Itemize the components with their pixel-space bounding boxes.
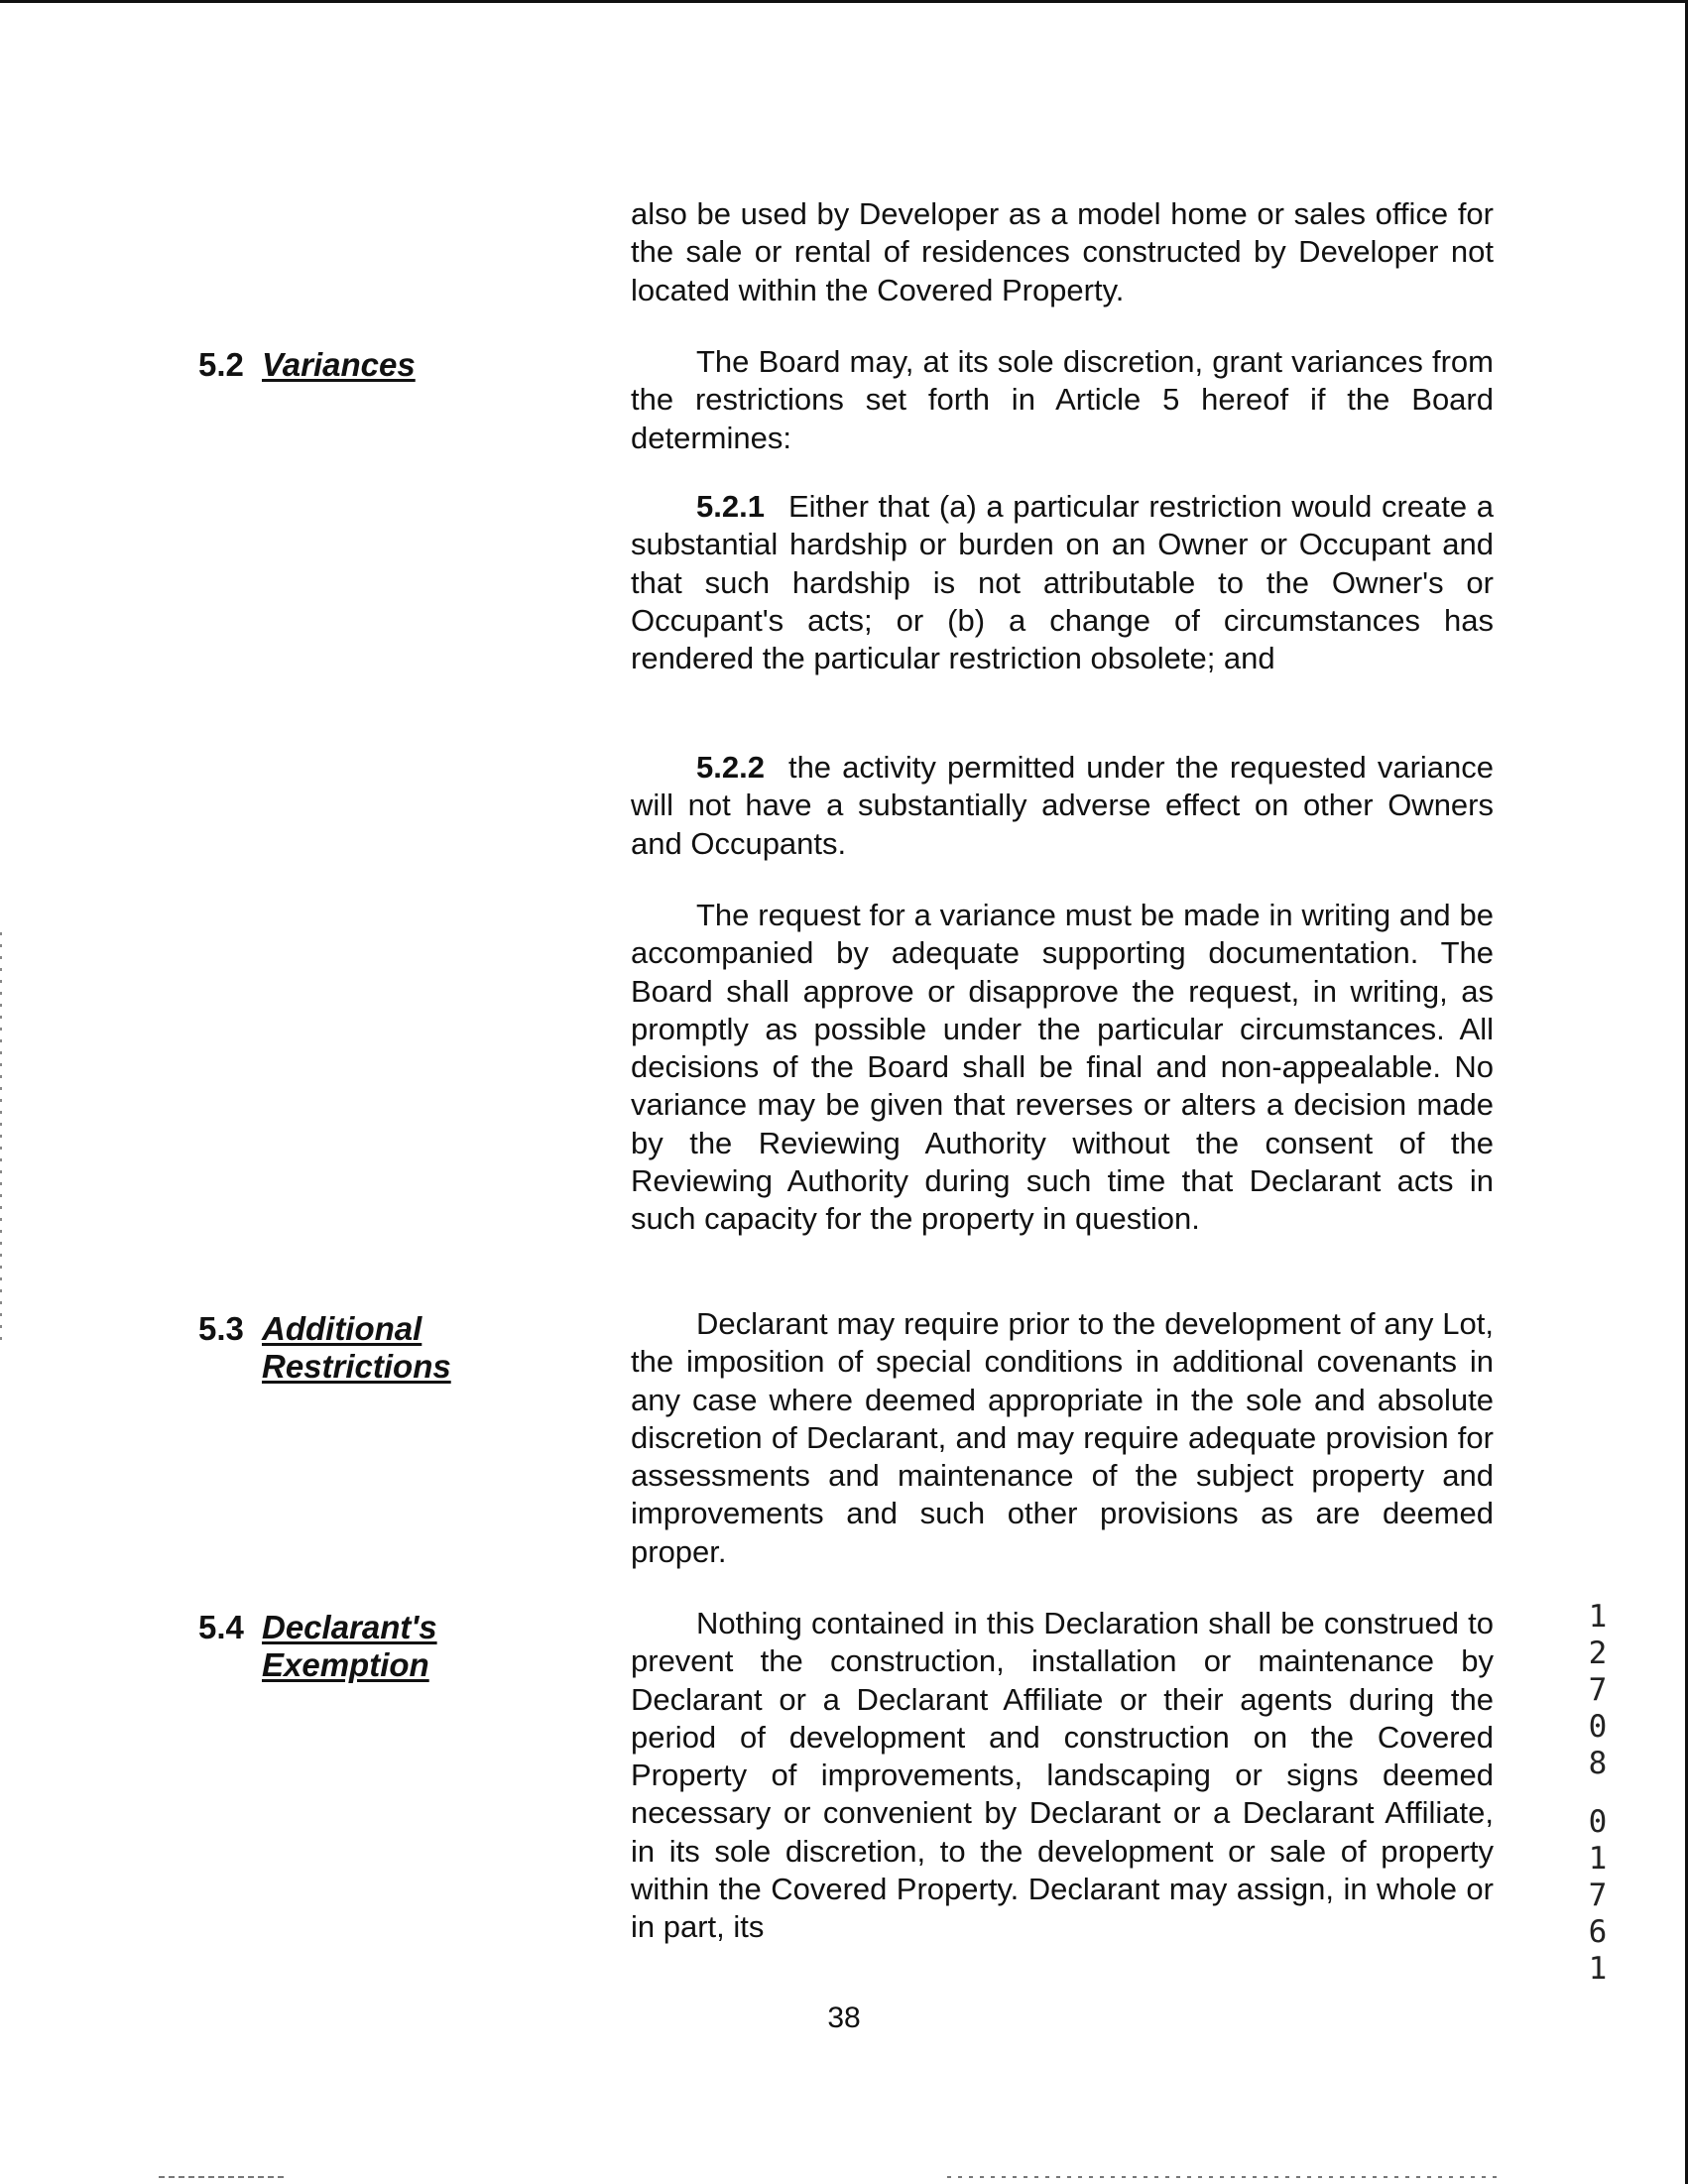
stamp-digit: 1 [1588,1599,1608,1635]
section-number: 5.3 [198,1310,244,1347]
section-title: Variances [262,346,416,383]
stamp-digit: 7 [1588,1672,1608,1708]
section-title-line-2: Exemption [262,1646,429,1683]
scan-left-edge-artifact [0,932,2,1349]
section-5-2-heading [198,346,416,384]
stamp-digit: 1 [1588,1951,1608,1987]
section-number: 5.4 [198,1609,244,1645]
stamp-digit: 7 [1588,1878,1608,1913]
scan-top-border [0,0,1688,3]
stamp-digit: 8 [1588,1746,1608,1781]
stamp-digit: 6 [1588,1914,1608,1950]
section-5-2-body: The Board may, at its sole discretion, grant variances from the restrictions set forth in Article 5 hereof if the Board determines: [631,344,1494,455]
subsection-number: 5.2.1 [696,489,765,524]
scan-bottom-artifact [159,2176,288,2178]
stamp-gap [1583,1782,1613,1804]
section-title-line-1: Declarant's [262,1609,437,1645]
section-5-3-heading [198,1310,451,1386]
subsection-text: Either that (a) a particular restriction would create a substantial hardship or burden on an Owner or Occupant and that such hardship is not attributable to the Owner's or Occupant's acts; or (b) a change of circumstances has rendered the particular restriction obsolete; and [631,489,1494,676]
section-title-line-2: Restrictions [262,1348,451,1385]
stamp-digit: 0 [1588,1804,1608,1840]
stamp-digit: 1 [1588,1841,1608,1877]
section-5-4-body: Nothing contained in this Declaration shall be construed to prevent the construction, installation or maintenance by Declarant or a Declarant Affiliate or their agents during the period of development and construction on the Covered Property of improvements, landscaping or signs deemed necessary or convenient by Declarant or a Declarant Affiliate, in its sole discretion, to the development or sale of property within the Covered Property. Declarant may assign, in whole or in part, its [631,1606,1494,1945]
subsection-5-2-1 [631,488,1494,677]
section-5-3-body: Declarant may require prior to the development of any Lot, the imposition of special conditions in additional covenants in any case where deemed appropriate in the sole and absolute discretion of Declarant, and may require adequate provision for assessments and maintenance of the subject property and improvements and such other provisions as are deemed proper. [631,1306,1494,1569]
scan-bottom-artifact [947,2176,1503,2178]
section-title-line-1: Additional [262,1310,422,1347]
subsection-5-2-2 [631,749,1494,863]
subsection-text: the activity permitted under the requested variance will not have a substantially adverse effect on other Owners and Occupants. [631,750,1494,861]
subsection-number: 5.2.2 [696,750,765,785]
section-number: 5.2 [198,346,244,383]
variance-request-paragraph: The request for a variance must be made in writing and be accompanied by adequate supporting documentation. The Board shall approve or disapprove the request, in writing, as promptly as possible under the particular circumstances. All decisions of the Board shall be final and non-appealable. No variance may be given that reverses or alters a decision made by the Reviewing Authority without the consent of the Reviewing Authority during such time that Declarant acts in such capacity for the property in question. [631,898,1494,1237]
continuation-paragraph: also be used by Developer as a model home or sales office for the sale or rental of residences constructed by Developer not located within the Covered Property. [631,196,1494,307]
page-number: 38 [827,2002,861,2034]
recording-stamp [1583,1599,1613,1988]
section-5-4-heading [198,1609,437,1684]
stamp-digit: 0 [1588,1709,1608,1745]
stamp-digit: 2 [1588,1636,1608,1671]
